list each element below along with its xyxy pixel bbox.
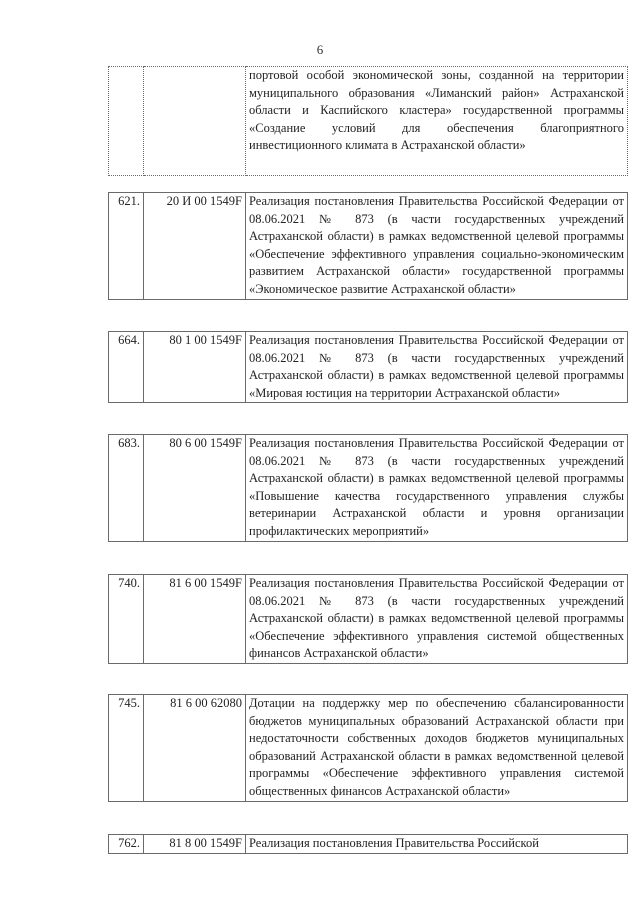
budget-code: 20 И 00 1549F: [144, 193, 246, 300]
row-number: 664.: [109, 332, 144, 403]
budget-code: 81 6 00 1549F: [144, 575, 246, 664]
table-row: [108, 192, 628, 300]
row-description: портовой особой экономической зоны, созданной на территории муниципального образования «Лиманский район» Астраханской области и Каспийского кластера» государственной программы «Создание условий для обеспечения благоприятного инвестиционного климата в Астраханской области»: [246, 67, 628, 176]
table-row: [108, 574, 628, 664]
table-row: [108, 66, 628, 176]
row-number: 683.: [109, 435, 144, 542]
table-row: [108, 434, 628, 542]
budget-code: 81 8 00 1549F: [144, 835, 246, 854]
row-number: 745.: [109, 695, 144, 802]
row-description: Реализация постановления Правительства Российской Федерации от 08.06.2021 № 873 (в части государственных учреждений Астраханской области) в рамках ведомственной целевой программы «Обеспечение эффективного управления системой общественных финансов Астраханской области»: [246, 575, 628, 664]
page-number: 6: [316, 42, 324, 57]
row-description: Реализация постановления Правительства Российской Федерации от 08.06.2021 № 873 (в части государственных учреждений Астраханской области) в рамках ведомственной целевой программы «Мировая юстиция на территории Астраханской области»: [246, 332, 628, 403]
table-row: [108, 834, 628, 854]
row-description: Дотации на поддержку мер по обеспечению сбалансированности бюджетов муниципальных образований Астраханской области при недостаточности собственных доходов бюджетов муниципальных образований Астраханской области в рамках ведомственной целевой программы «Обеспечение эффективного управления системой общественных финансов Астраханской области»: [246, 695, 628, 802]
row-description: Реализация постановления Правительства Российской Федерации от 08.06.2021 № 873 (в части государственных учреждений Астраханской области) в рамках ведомственной целевой программы «Обеспечение эффективного управления социально-экономическим развитием Астраханской области» государственной программы «Экономическое развитие Астраханской области»: [246, 193, 628, 300]
row-description: Реализация постановления Правительства Российской: [246, 835, 628, 854]
budget-code: 80 6 00 1549F: [144, 435, 246, 542]
row-number: 762.: [109, 835, 144, 854]
budget-code: [144, 67, 246, 176]
row-number: 740.: [109, 575, 144, 664]
table-row: [108, 331, 628, 403]
budget-code: 81 6 00 62080: [144, 695, 246, 802]
table-row: [108, 694, 628, 802]
row-number: [109, 67, 144, 176]
row-description: Реализация постановления Правительства Российской Федерации от 08.06.2021 № 873 (в части государственных учреждений Астраханской области) в рамках ведомственной целевой программы «Повышение качества государственного управления службы ветеринарии Астраханской области и уровня организации профилактических мероприятий»: [246, 435, 628, 542]
row-number: 621.: [109, 193, 144, 300]
budget-code: 80 1 00 1549F: [144, 332, 246, 403]
